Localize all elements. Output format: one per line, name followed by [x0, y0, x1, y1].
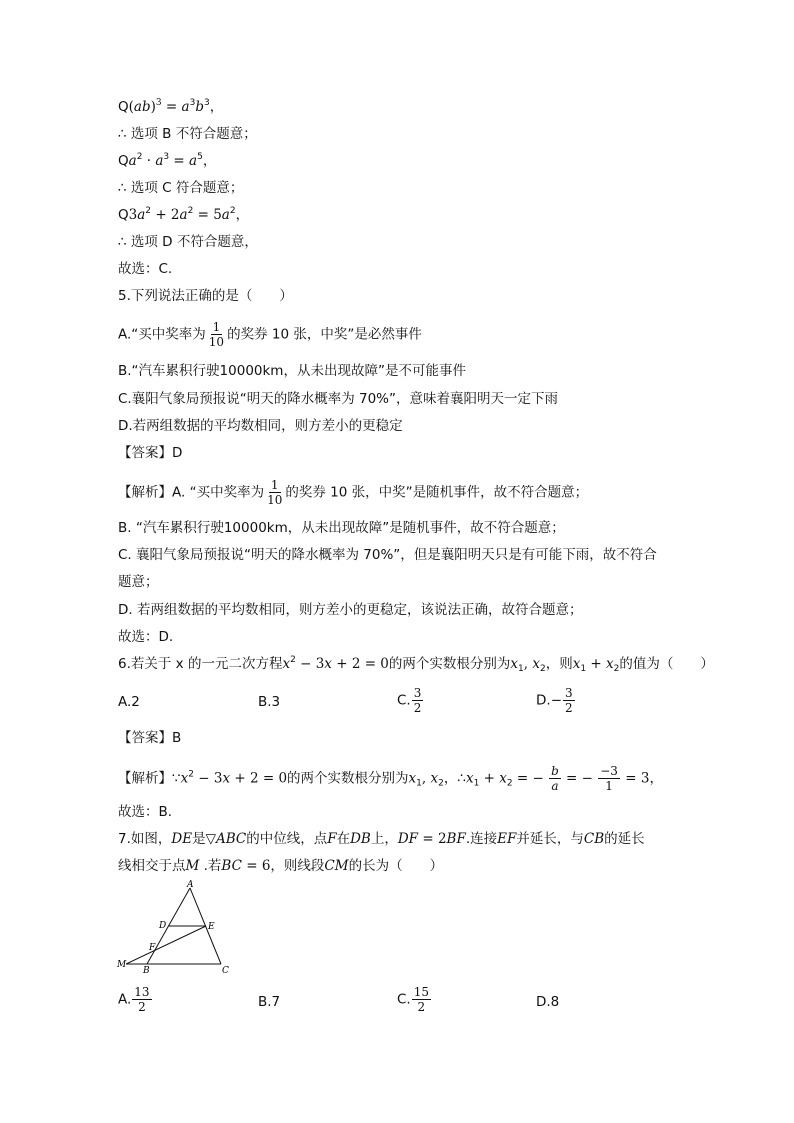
q6-option-b: B.3: [258, 694, 281, 710]
segment-me: [126, 926, 206, 964]
label-b: B: [143, 966, 150, 975]
q5-option-c: C.襄阳气象局预报说“明天的降水概率为 70%”，意味着襄阳明天一定下雨: [118, 391, 559, 407]
label-d: D: [159, 921, 167, 931]
label-m: M: [117, 960, 127, 970]
q5-option-d: D.若两组数据的平均数相同，则方差小的更稳定: [118, 418, 403, 434]
label-a: A: [187, 880, 194, 890]
q4-line-4: ∴ 选项 C 符合题意；: [118, 180, 244, 196]
q5-conclusion: 故选：D.: [118, 629, 174, 645]
q6-option-c: C. $\frac{3}{2}$: [397, 686, 422, 715]
label-c: C: [222, 966, 229, 975]
q5-explanation-d: D. 若两组数据的平均数相同，则方差小的更稳定，该说法正确，故符合题意；: [118, 602, 583, 618]
q6-option-d: D.− $\frac{3}{2}$: [536, 686, 573, 715]
q5-option-b: B.“汽车累积行驶10000km，从未出现故障”是不可能事件: [118, 363, 466, 379]
triangle-figure: [112, 880, 242, 975]
q4-line-2: ∴ 选项 B 不符合题意；: [118, 126, 257, 142]
q4-line-3: $Qa^2 \cdot a^3 = a^5$，: [118, 152, 217, 169]
q6-conclusion: 故选：B.: [118, 804, 173, 820]
q6-answer: 【答案】B: [118, 730, 182, 746]
q4-line-6: ∴ 选项 D 不符合题意，: [118, 234, 258, 250]
fraction: $\frac{13}{2}$: [134, 985, 150, 1014]
fraction: $\frac{3}{2}$: [413, 686, 422, 715]
q6-explanation: 【解析】$\because x^2 - 3x + 2 = 0$的两个实数根分别为$x_1$, $x_2$，$\therefore x_1 + x_2$ = − $\frac{b}{a}$ = − $\frac{-3}{1}$ = 3，: [118, 764, 663, 793]
q5-answer: 【答案】D: [118, 445, 183, 461]
q7-option-a: A. $\frac{13}{2}$: [118, 985, 150, 1014]
q7-stem-line-1: 7.如图，DE是▽ABC的中位线，点F在DB上，DF = 2BF.连接EF并延长，与CB的延长: [118, 831, 645, 847]
q7-stem-line-2: 线相交于点M .若BC = 6，则线段CM的长为（ ）: [118, 858, 444, 874]
q6-option-a: A.2: [118, 694, 140, 710]
q5-option-a: A.“买中奖率为 $\frac{1}{10}$ 的奖券 10 张，中奖”是必然事件: [118, 320, 422, 349]
q7-option-d: D.8: [536, 994, 560, 1010]
q4-line-7: 故选：C.: [118, 261, 173, 277]
q5-explanation-a: 【解析】A. “买中奖率为 $\frac{1}{10}$ 的奖券 10 张，中奖”是随机事件，故不符合题意；: [118, 478, 589, 507]
label-e: E: [208, 922, 215, 932]
q5-explanation-b: B. “汽车累积行驶10000km，从未出现故障”是随机事件，故不符合题意；: [118, 520, 565, 536]
q5-explanation-c-cont: 题意；: [118, 574, 159, 590]
q5-explanation-c: C. 襄阳气象局预报说“明天的降水概率为 70%”，但是襄阳明天只是有可能下雨，故不符合: [118, 547, 657, 563]
fraction: $\frac{15}{2}$: [413, 985, 429, 1014]
q4-line-5: $Q3a^2 + 2a^2 = 5a^2$，: [118, 206, 250, 223]
fraction: $\frac{3}{2}$: [565, 686, 573, 715]
q6-stem: 6.若关于 x 的一元二次方程$x^2 - 3x + 2 = 0$的两个实数根分别为$x_1$, $x_2$，则$x_1 + x_2$的值为（ ）: [118, 655, 714, 674]
q7-option-b: B.7: [258, 994, 281, 1010]
fraction: $\frac{1}{10}$: [267, 478, 283, 507]
q5-stem: 5.下列说法正确的是（ ）: [118, 288, 293, 304]
label-f: F: [149, 943, 156, 953]
q4-line-1: $Q(ab)^3 = a^3b^3$，: [118, 98, 224, 115]
fraction: $\frac{1}{10}$: [208, 320, 225, 349]
q7-option-c: C. $\frac{15}{2}$: [397, 985, 429, 1014]
